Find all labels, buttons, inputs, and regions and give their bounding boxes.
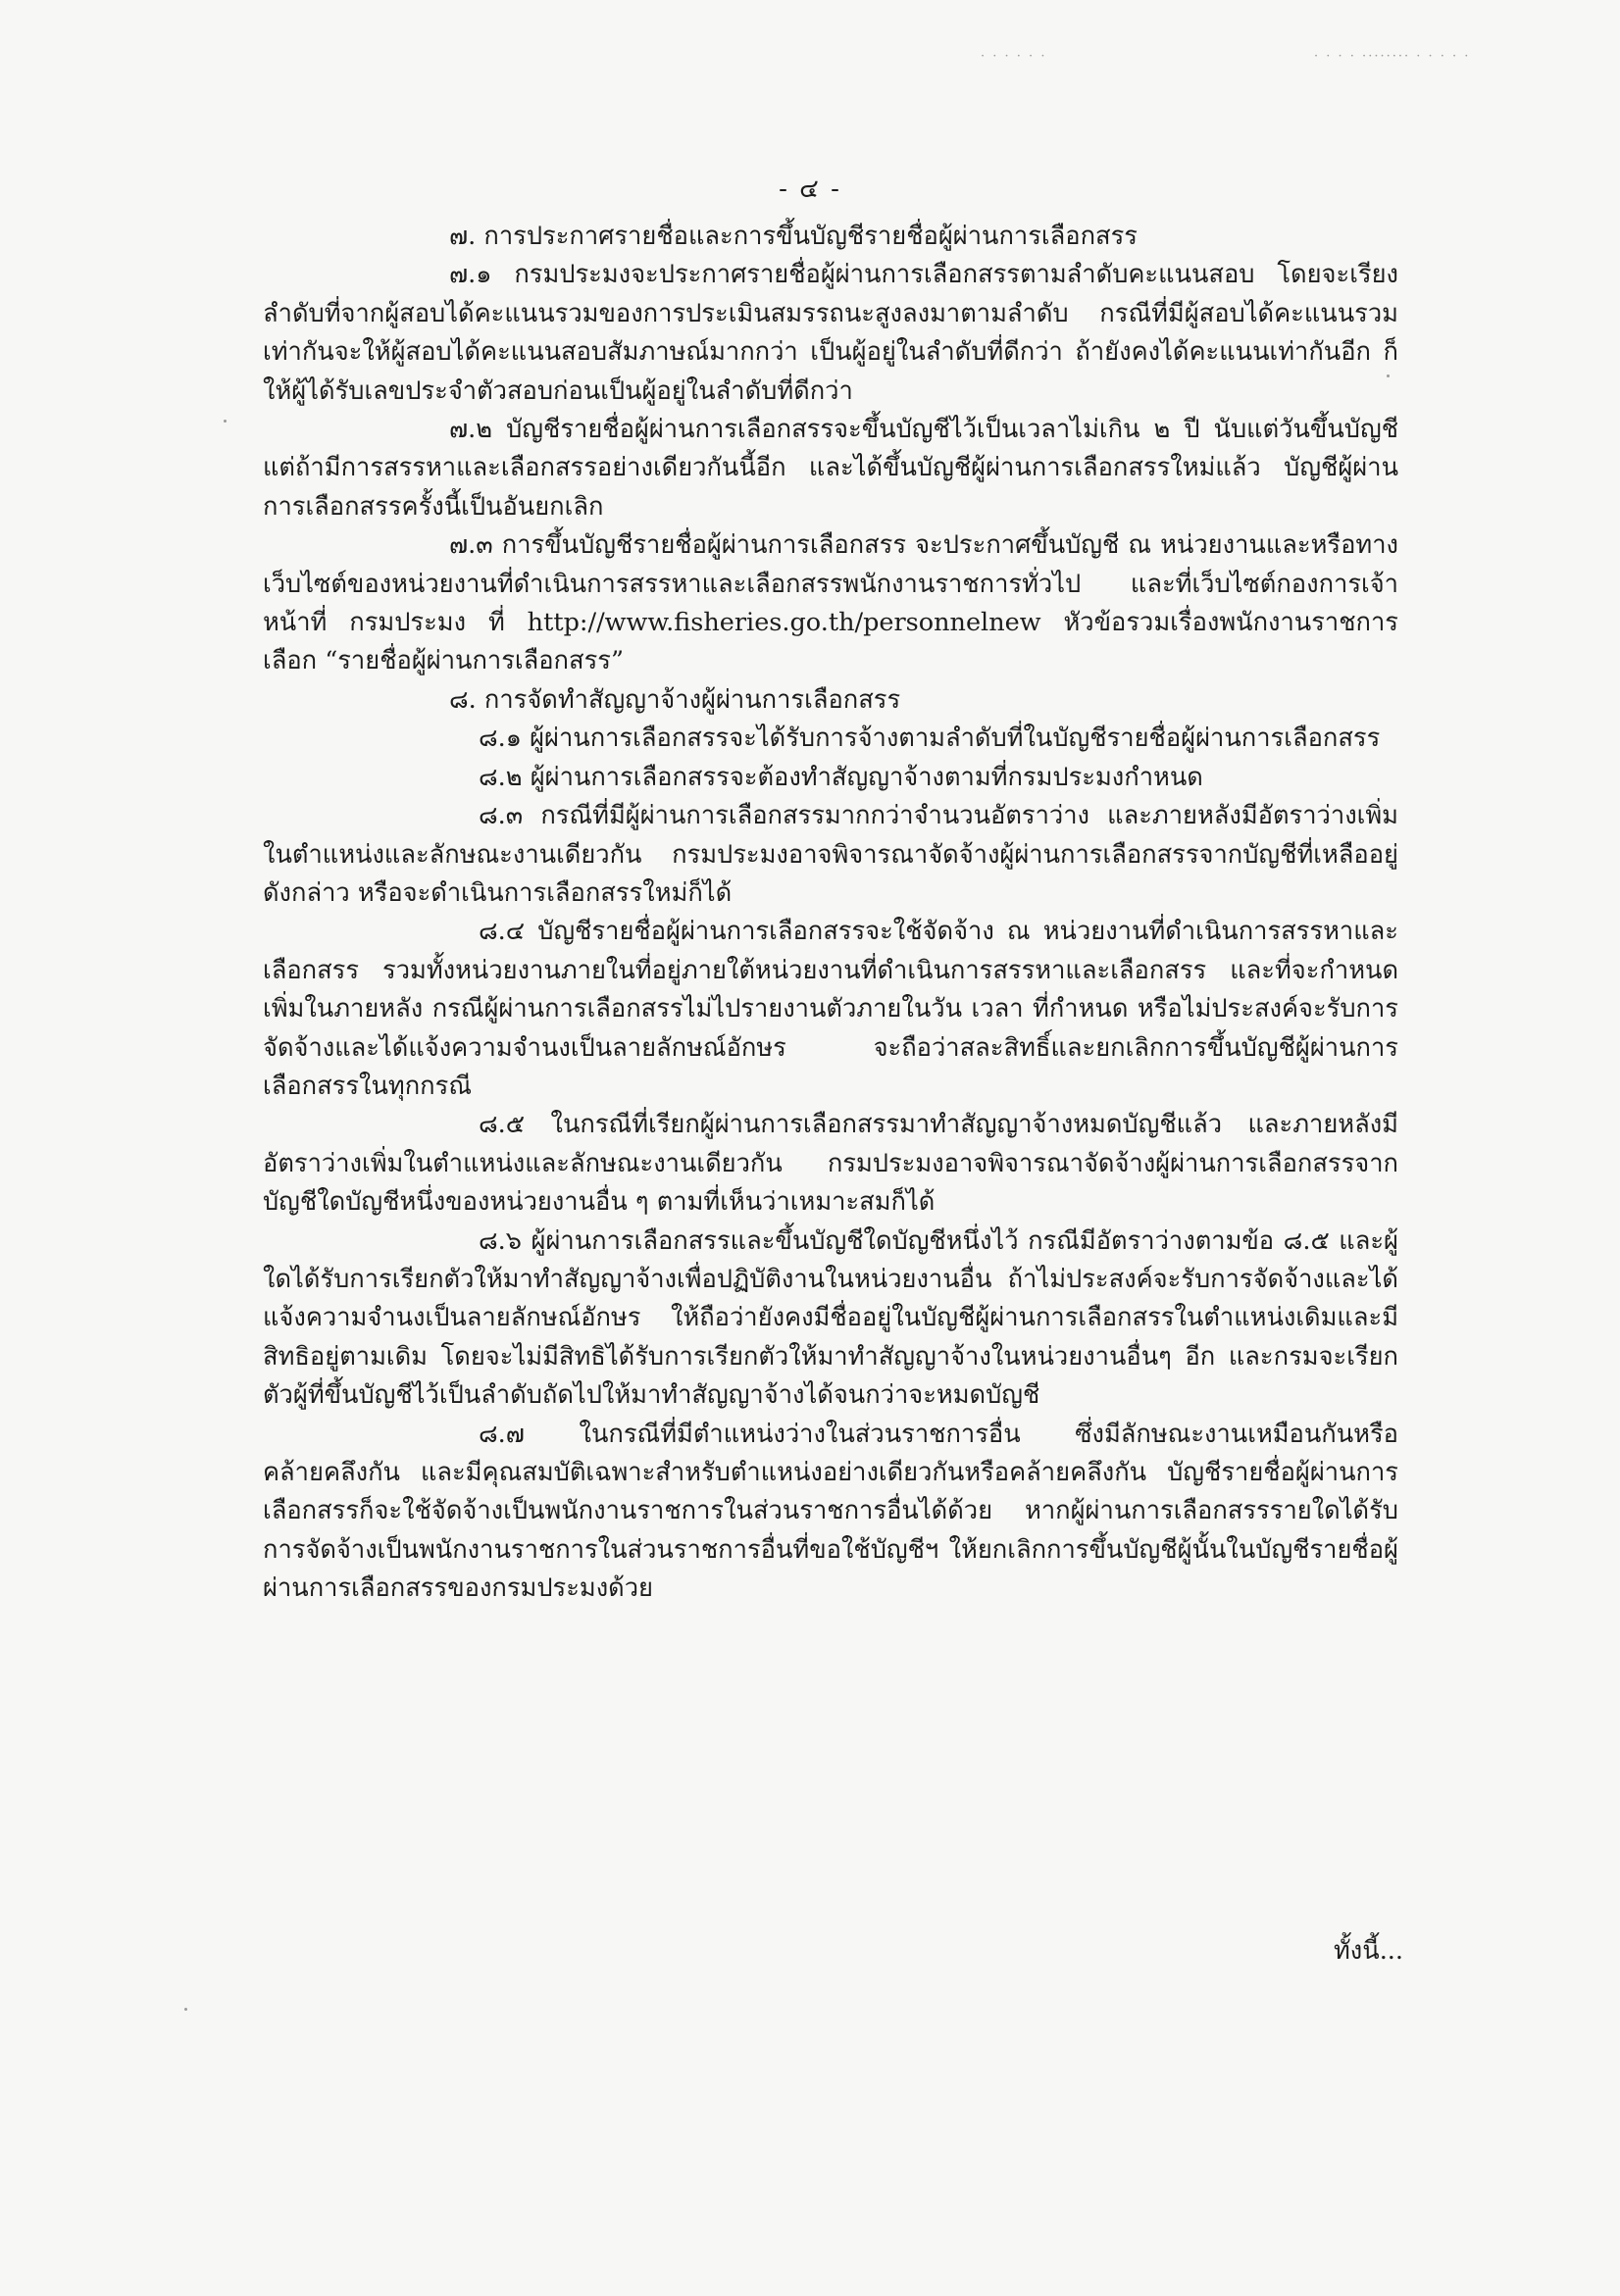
page-number: - ๔ - bbox=[779, 175, 841, 204]
paragraph: ๘.๕ ในกรณีที่เรียกผู้ผ่านการเลือกสรรมาทำสัญญาจ้างหมดบัญชีแล้ว และภายหลังมีอัตราว่างเพิ่มในตำแหน่งและลักษณะงานเดียวกัน กรมประมงอาจพิจารณาจัดจ้างผู้ผ่านการเลือกสรรจากบัญชีใดบัญชีหนึ่งของหน่วยงานอื่น ๆ ตามที่เห็นว่าเหมาะสมก็ได้ bbox=[263, 1110, 1398, 1218]
scan-speck bbox=[224, 420, 227, 423]
paragraph: ๘.๖ ผู้ผ่านการเลือกสรรและขึ้นบัญชีใดบัญชีหนึ่งไว้ กรณีมีอัตราว่างตามข้อ ๘.๕ และผู้ใดได้รับการเรียกตัวให้มาทำสัญญาจ้างเพื่อปฏิบัติงานในหน่วยงานอื่น ถ้าไม่ประสงค์จะรับการจัดจ้างและได้แจ้งความจำนงเป็นลายลักษณ์อักษร ให้ถือว่ายังคงมีชื่ออยู่ในบัญชีผู้ผ่านการเลือกสรรในตำแหน่งเดิมและมีสิทธิอยู่ตามเดิม โดยจะไม่มีสิทธิได้รับการเรียกตัวให้มาทำสัญญาจ้างในหน่วยงานอื่นๆ อีก และกรมจะเรียกตัวผู้ที่ขึ้นบัญชีไว้เป็นลำดับถัดไปให้มาทำสัญญาจ้างได้จนกว่าจะหมดบัญชี bbox=[263, 1225, 1398, 1411]
paragraph: ๗.๒ บัญชีรายชื่อผู้ผ่านการเลือกสรรจะขึ้นบัญชีไว้เป็นเวลาไม่เกิน ๒ ปี นับแต่วันขึ้นบัญชี แต่ถ้ามีการสรรหาและเลือกสรรอย่างเดียวกันนี้อีก และได้ขึ้นบัญชีผู้ผ่านการเลือกสรรใหม่แล้ว บัญชีผู้ผ่านการเลือกสรรครั้งนี้เป็นอันยกเลิก bbox=[263, 415, 1398, 522]
scan-artifact: · · · · ········ · · · · · bbox=[1314, 49, 1471, 64]
paragraph: ๗.๓ การขึ้นบัญชีรายชื่อผู้ผ่านการเลือกสรร จะประกาศขึ้นบัญชี ณ หน่วยงานและหรือทางเว็บไซต์ของหน่วยงานที่ดำเนินการสรรหาและเลือกสรรพนักงานราชการทั่วไป และที่เว็บไซต์กองการเจ้าหน้าที่ กรมประมง ที่ http://www.fisheries.go.th/personnelnew หัวข้อรวมเรื่องพนักงานราชการ เลือก “รายชื่อผู้ผ่านการเลือกสรร” bbox=[263, 530, 1398, 676]
paragraph: ๘.๔ บัญชีรายชื่อผู้ผ่านการเลือกสรรจะใช้จัดจ้าง ณ หน่วยงานที่ดำเนินการสรรหาและเลือกสรร รวมทั้งหน่วยงานภายในที่อยู่ภายใต้หน่วยงานที่ดำเนินการสรรหาและเลือกสรร และที่จะกำหนดเพิ่มในภายหลัง กรณีผู้ผ่านการเลือกสรรไม่ไปรายงานตัวภายในวัน เวลา ที่กำหนด หรือไม่ประสงค์จะรับการจัดจ้างและได้แจ้งความจำนงเป็นลายลักษณ์อักษร จะถือว่าสละสิทธิ์และยกเลิกการขึ้นบัญชีผู้ผ่านการเลือกสรรในทุกกรณี bbox=[263, 917, 1398, 1101]
paragraph: ๘.๑ ผู้ผ่านการเลือกสรรจะได้รับการจ้างตามลำดับที่ในบัญชีรายชื่อผู้ผ่านการเลือกสรร bbox=[479, 724, 1381, 754]
section-heading: ๗. การประกาศรายชื่อและการขึ้นบัญชีรายชื่อผู้ผ่านการเลือกสรร bbox=[449, 222, 1138, 251]
scan-artifact: · · · · · · bbox=[981, 49, 1047, 64]
section-heading: ๘. การจัดทำสัญญาจ้างผู้ผ่านการเลือกสรร bbox=[449, 684, 901, 715]
document-body bbox=[263, 218, 1398, 1609]
paragraph: ๗.๑ กรมประมงจะประกาศรายชื่อผู้ผ่านการเลือกสรรตามลำดับคะแนนสอบ โดยจะเรียงลำดับที่จากผู้สอบได้คะแนนรวมของการประเมินสมรรถนะสูงลงมาตามลำดับ กรณีที่มีผู้สอบได้คะแนนรวมเท่ากันจะให้ผู้สอบได้คะแนนสอบสัมภาษณ์มากกว่า เป็นผู้อยู่ในลำดับที่ดีกว่า ถ้ายังคงได้คะแนนเท่ากันอีก ก็ให้ผู้ได้รับเลขประจำตัวสอบก่อนเป็นผู้อยู่ในลำดับที่ดีกว่า bbox=[263, 260, 1398, 406]
paragraph: ๘.๓ กรณีที่มีผู้ผ่านการเลือกสรรมากกว่าจำนวนอัตราว่าง และภายหลังมีอัตราว่างเพิ่มในตำแหน่งและลักษณะงานเดียวกัน กรมประมงอาจพิจารณาจัดจ้างผู้ผ่านการเลือกสรรจากบัญชีที่เหลืออยู่ดังกล่าว หรือจะดำเนินการเลือกสรรใหม่ก็ได้ bbox=[263, 801, 1398, 908]
closing-continuation: ทั้งนี้... bbox=[1334, 1936, 1404, 1966]
paragraph: ๘.๗ ในกรณีที่มีตำแหน่งว่างในส่วนราชการอื่น ซึ่งมีลักษณะงานเหมือนกันหรือคล้ายคลึงกัน และมีคุณสมบัติเฉพาะสำหรับตำแหน่งอย่างเดียวกันหรือคล้ายคลึงกัน บัญชีรายชื่อผู้ผ่านการเลือกสรรก็จะใช้จัดจ้างเป็นพนักงานราชการในส่วนราชการอื่นได้ด้วย หากผู้ผ่านการเลือกสรรรายใดได้รับการจัดจ้างเป็นพนักงานราชการในส่วนราชการอื่นที่ขอใช้บัญชีฯ ให้ยกเลิกการขึ้นบัญชีผู้นั้นในบัญชีรายชื่อผู้ผ่านการเลือกสรรของกรมประมงด้วย bbox=[263, 1419, 1398, 1604]
paragraph: ๘.๒ ผู้ผ่านการเลือกสรรจะต้องทำสัญญาจ้างตามที่กรมประมงกำหนด bbox=[479, 762, 1203, 792]
scan-speck bbox=[184, 2008, 187, 2011]
